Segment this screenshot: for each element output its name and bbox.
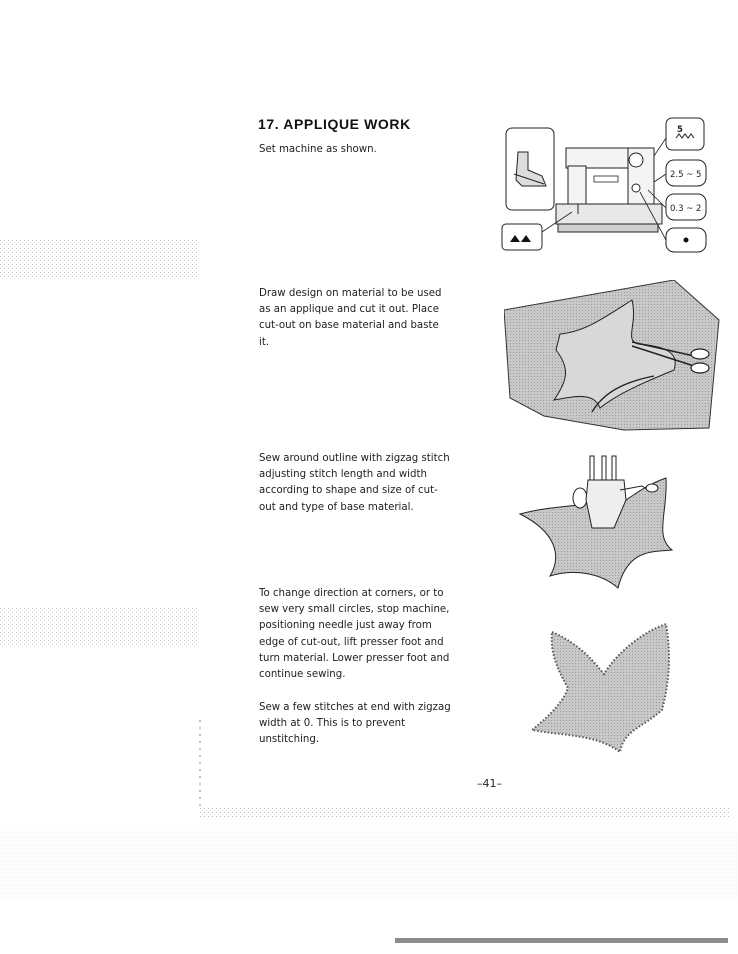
zigzag-width-dial	[666, 194, 706, 220]
stitch-length-value: 2.5 ~ 5	[670, 170, 702, 180]
cutout-figure	[504, 280, 724, 436]
presser-foot-icon	[506, 128, 554, 210]
step-text: Sew around outline with zigzag stitch adjusting stitch length and width according to shape and size of cut-out and type of base material.	[259, 453, 450, 513]
sewing-machine-icon	[556, 148, 662, 232]
section-title: 17. APPLIQUE WORK	[258, 116, 411, 132]
machine-settings-figure	[496, 112, 710, 260]
page-number: –41–	[477, 777, 502, 790]
step-text: Draw design on material to be used as an applique and cut it out. Place cut-out on base material and baste it.	[259, 288, 442, 348]
finished-applique-figure	[524, 618, 694, 758]
sewing-outline-figure	[516, 452, 696, 592]
needle-position-dial	[666, 228, 706, 252]
step-text: To change direction at corners, or to sew very small circles, stop machine, positioning needle just away from edge of cut-out, lift presser foot and turn material. Lower presser foot and continue sewing.	[259, 588, 450, 681]
svg-text:5: 5	[677, 125, 683, 135]
feed-dog-icon	[502, 224, 542, 250]
step-text: Set machine as shown.	[259, 144, 377, 155]
stitch-pattern-icon	[666, 118, 704, 150]
zigzag-width-value: 0.3 ~ 2	[670, 204, 702, 214]
step-text: Sew a few stitches at end with zigzag width at 0. This is to prevent unstitching.	[259, 702, 451, 746]
stitch-length-dial	[666, 160, 706, 186]
